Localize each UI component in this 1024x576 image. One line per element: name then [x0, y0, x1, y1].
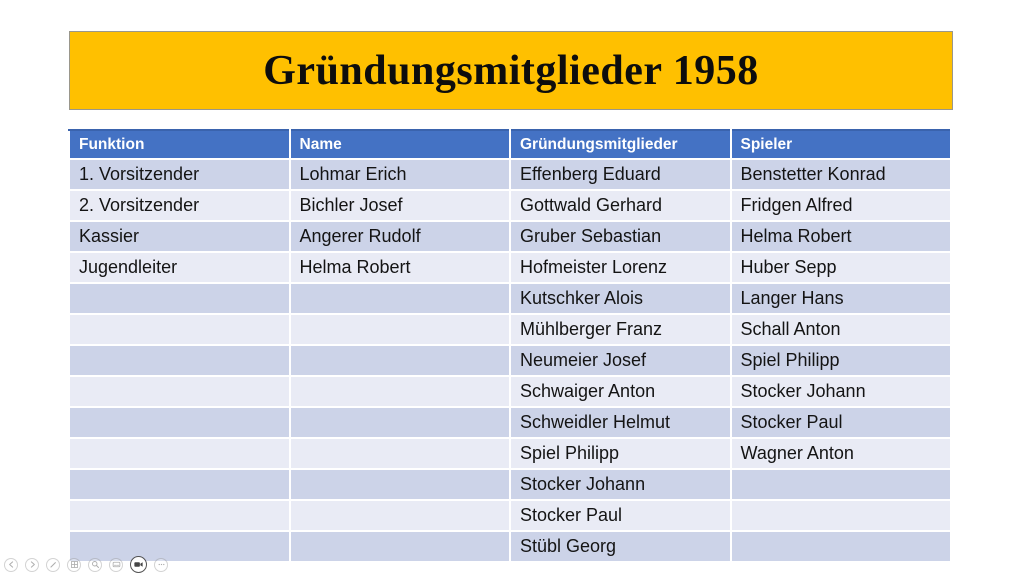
- table-cell: Schweidler Helmut: [510, 407, 731, 438]
- table-row: [69, 438, 951, 469]
- table-cell: Schall Anton: [731, 314, 952, 345]
- table-cell: Stocker Johann: [731, 376, 952, 407]
- camera-icon: [133, 559, 144, 570]
- table-cell: [290, 376, 511, 407]
- table-cell: Langer Hans: [731, 283, 952, 314]
- ellipsis-icon: [157, 560, 166, 569]
- column-header-funktion: Funktion: [69, 130, 290, 159]
- table-row: [69, 221, 951, 252]
- table-cell: Gruber Sebastian: [510, 221, 731, 252]
- subtitles-icon: [112, 560, 121, 569]
- column-header-spieler: Spieler: [731, 130, 952, 159]
- table-cell: [290, 500, 511, 531]
- zoom-button[interactable]: [88, 558, 102, 572]
- table-cell: [731, 469, 952, 500]
- table-cell: [69, 283, 290, 314]
- table-row: [69, 345, 951, 376]
- table-cell: 2. Vorsitzender: [69, 190, 290, 221]
- column-header-name: Name: [290, 130, 511, 159]
- pen-button[interactable]: [46, 558, 60, 572]
- table-cell: Wagner Anton: [731, 438, 952, 469]
- slide-title: Gründungsmitglieder 1958: [263, 47, 759, 94]
- table-row: [69, 314, 951, 345]
- table-cell: Effenberg Eduard: [510, 159, 731, 190]
- table-row: [69, 531, 951, 562]
- table-row: [69, 469, 951, 500]
- table-cell: Benstetter Konrad: [731, 159, 952, 190]
- column-header-gruendungsmitglieder: Gründungsmitglieder: [510, 130, 731, 159]
- table-cell: Bichler Josef: [290, 190, 511, 221]
- table-cell: 1. Vorsitzender: [69, 159, 290, 190]
- table-cell: [69, 345, 290, 376]
- table-cell: [69, 500, 290, 531]
- table-cell: Helma Robert: [290, 252, 511, 283]
- table-row: [69, 190, 951, 221]
- members-table: [68, 129, 952, 563]
- table-cell: [731, 500, 952, 531]
- table-row: [69, 407, 951, 438]
- table-cell: Lohmar Erich: [290, 159, 511, 190]
- table-cell: Stocker Paul: [510, 500, 731, 531]
- table-cell: Helma Robert: [731, 221, 952, 252]
- table-cell: [69, 376, 290, 407]
- magnifier-icon: [91, 560, 100, 569]
- table-cell: Stübl Georg: [510, 531, 731, 562]
- table-cell: Jugendleiter: [69, 252, 290, 283]
- table-cell: [290, 314, 511, 345]
- pen-icon: [49, 560, 58, 569]
- see-all-slides-button[interactable]: [67, 558, 81, 572]
- presenter-toolbar: [4, 556, 168, 573]
- table-cell: [69, 469, 290, 500]
- table-cell: Gottwald Gerhard: [510, 190, 731, 221]
- table-cell: Schwaiger Anton: [510, 376, 731, 407]
- camera-button[interactable]: [130, 556, 147, 573]
- table-cell: [290, 283, 511, 314]
- table-cell: Stocker Paul: [731, 407, 952, 438]
- table-cell: Kutschker Alois: [510, 283, 731, 314]
- table-cell: Stocker Johann: [510, 469, 731, 500]
- table-cell: Hofmeister Lorenz: [510, 252, 731, 283]
- subtitles-button[interactable]: [109, 558, 123, 572]
- table-row: [69, 283, 951, 314]
- table-cell: [290, 407, 511, 438]
- table-cell: [69, 438, 290, 469]
- chevron-right-icon: [28, 560, 37, 569]
- table-header-row: [69, 130, 951, 159]
- table-row: [69, 252, 951, 283]
- more-options-button[interactable]: [154, 558, 168, 572]
- table-cell: [69, 314, 290, 345]
- table-row: [69, 376, 951, 407]
- previous-slide-button[interactable]: [4, 558, 18, 572]
- table-row: [69, 500, 951, 531]
- table-cell: Neumeier Josef: [510, 345, 731, 376]
- table-cell: [69, 407, 290, 438]
- table-cell: Huber Sepp: [731, 252, 952, 283]
- table-cell: [731, 531, 952, 562]
- table-cell: [290, 469, 511, 500]
- table-cell: Mühlberger Franz: [510, 314, 731, 345]
- all-slides-grid-icon: [70, 560, 79, 569]
- table-cell: [290, 531, 511, 562]
- table-cell: Spiel Philipp: [510, 438, 731, 469]
- next-slide-button[interactable]: [25, 558, 39, 572]
- table-cell: Spiel Philipp: [731, 345, 952, 376]
- table-cell: Fridgen Alfred: [731, 190, 952, 221]
- table-cell: Angerer Rudolf: [290, 221, 511, 252]
- slide-title-banner: [69, 31, 953, 110]
- table-row: [69, 159, 951, 190]
- table-cell: [290, 438, 511, 469]
- table-cell: [290, 345, 511, 376]
- chevron-left-icon: [7, 560, 16, 569]
- table-cell: Kassier: [69, 221, 290, 252]
